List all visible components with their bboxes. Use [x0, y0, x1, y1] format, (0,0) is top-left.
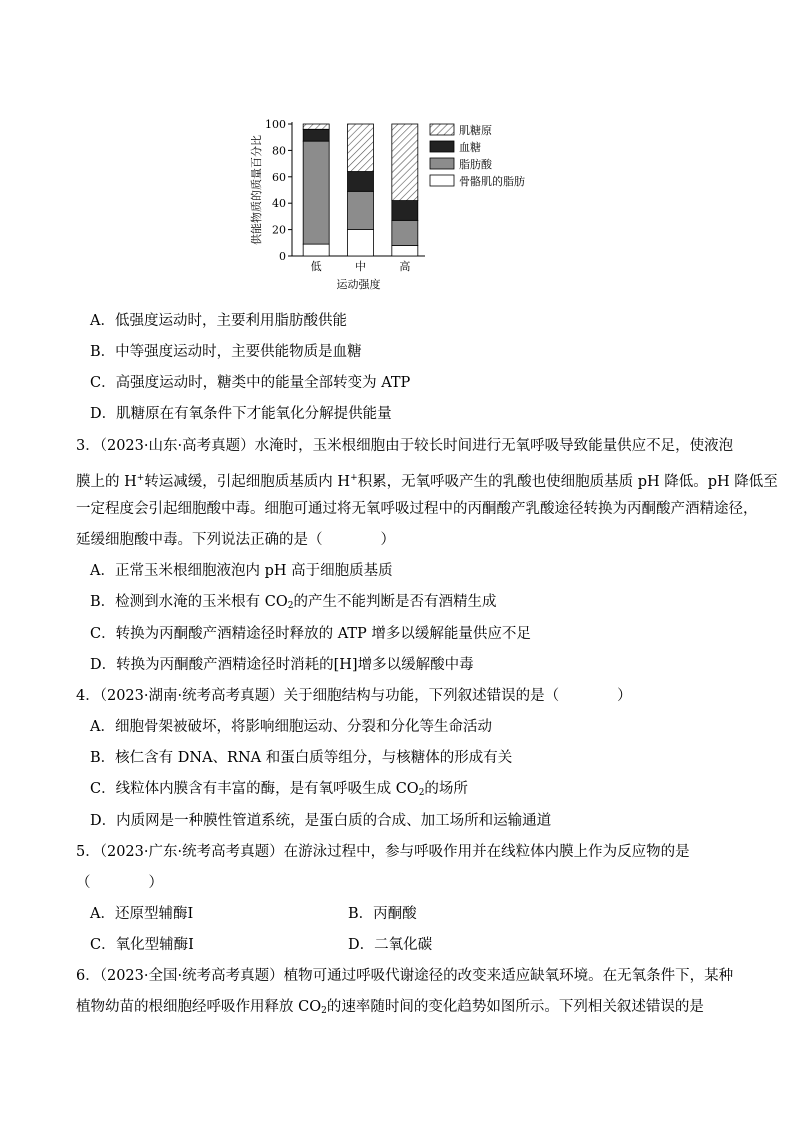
- q3-stem-line1: 3．（2023·山东·高考真题）水淹时，玉米根细胞由于较长时间进行无氧呼吸导致能量供应不足，使液泡: [76, 438, 734, 454]
- q6-stem-line1: 6．（2023·全国·统考高考真题）植物可通过呼吸代谢途径的改变来适应缺氧环境。在无氧条件下，某种: [76, 968, 734, 984]
- legend-swatch: [430, 158, 454, 169]
- y-tick-label: 60: [272, 170, 286, 184]
- q5-option-b: B．丙酮酸: [348, 906, 417, 922]
- q2-option-d: D．肌糖原在有氧条件下才能氧化分解提供能量: [90, 406, 392, 422]
- y-tick-label: 20: [272, 223, 286, 237]
- q6-stem-line2: 植物幼苗的根细胞经呼吸作用释放 $CO_2$的速率随时间的变化趋势如图所示。下列相关叙述错误的是: [76, 999, 704, 1016]
- y-tick-label: 0: [279, 250, 286, 263]
- q5-stem: 5．（2023·广东·统考高考真题）在游泳过程中，参与呼吸作用并在线粒体内膜上作为反应物的是: [76, 844, 690, 860]
- q5-option-d: D．二氧化碳: [348, 937, 433, 953]
- legend-swatch: [430, 141, 454, 152]
- q3-stem-line2: 膜上的 H+转运减缓，引起细胞质基质内 H+积累，无氧呼吸产生的乳酸也使细胞质基质 pH 降低。pH 降低至: [76, 473, 778, 490]
- bar-segment: [303, 129, 329, 141]
- legend-swatch: [430, 175, 454, 186]
- bar-segment: [392, 220, 418, 245]
- q4-option-b: B．核仁含有 DNA、RNA 和蛋白质等组分，与核糖体的形成有关: [90, 750, 513, 766]
- y-axis-title: 供能物质的质量百分比: [250, 135, 263, 245]
- stacked-bar-chart: [240, 112, 560, 297]
- bar-segment: [348, 230, 374, 256]
- x-tick-label: 高: [399, 260, 411, 273]
- x-tick-label: 中: [355, 260, 366, 273]
- x-axis-title: 运动强度: [336, 278, 381, 291]
- bar-segment: [348, 191, 374, 229]
- bar-segment: [303, 141, 329, 244]
- q2-option-c: C．高强度运动时，糖类中的能量全部转变为 ATP: [90, 375, 411, 391]
- legend-label: 血糖: [459, 141, 481, 154]
- x-tick-label: 低: [310, 260, 322, 273]
- legend-label: 骨骼肌的脂肪: [459, 175, 525, 188]
- bar-segment: [392, 201, 418, 221]
- q2-option-a: A．低强度运动时，主要利用脂肪酸供能: [90, 313, 347, 329]
- legend-swatch: [430, 124, 454, 135]
- q5-option-c: C．氧化型辅酶Ⅰ: [90, 937, 194, 953]
- legend-label: 肌糖原: [459, 124, 492, 137]
- q3-option-c: C．转换为丙酮酸产酒精途径时释放的 ATP 增多以缓解能量供应不足: [90, 626, 531, 642]
- bar-segment: [303, 124, 329, 129]
- bar-segment: [303, 244, 329, 256]
- q4-stem: 4．（2023·湖南·统考高考真题）关于细胞结构与功能，下列叙述错误的是（ ）: [76, 688, 632, 704]
- legend-label: 脂肪酸: [459, 158, 492, 171]
- bar-segment: [348, 172, 374, 192]
- q3-stem-line4: 延缓细胞酸中毒。下列说法正确的是（ ）: [76, 532, 395, 548]
- q3-option-b: B．检测到水淹的玉米根有 $CO_2$的产生不能判断是否有酒精生成: [90, 594, 497, 611]
- q4-option-d: D．内质网是一种膜性管道系统，是蛋白质的合成、加工场所和运输通道: [90, 813, 552, 829]
- q5-option-a: A．还原型辅酶Ⅰ: [90, 906, 194, 922]
- q2-option-b: B．中等强度运动时，主要供能物质是血糖: [90, 344, 362, 360]
- q3-stem-line3: 一定程度会引起细胞酸中毒。细胞可通过将无氧呼吸过程中的丙酮酸产乳酸途径转换为丙酮酸产酒精途径，: [76, 501, 758, 517]
- y-tick-label: 100: [265, 118, 286, 131]
- bar-segment: [392, 245, 418, 256]
- q3-option-a: A．正常玉米根细胞液泡内 pH 高于细胞质基质: [90, 563, 393, 579]
- y-tick-label: 80: [272, 144, 286, 158]
- q4-option-c: C．线粒体内膜含有丰富的酶，是有氧呼吸生成 $CO_2$的场所: [90, 781, 468, 798]
- bar-segment: [348, 124, 374, 172]
- q4-option-a: A．细胞骨架被破坏，将影响细胞运动、分裂和分化等生命活动: [90, 719, 492, 735]
- q5-answer-paren: （ ）: [76, 875, 163, 891]
- q3-option-d: D．转换为丙酮酸产酒精途径时消耗的[H]增多以缓解酸中毒: [90, 657, 474, 673]
- bar-segment: [392, 124, 418, 201]
- chart-svg: [240, 112, 560, 297]
- y-tick-label: 40: [272, 197, 286, 211]
